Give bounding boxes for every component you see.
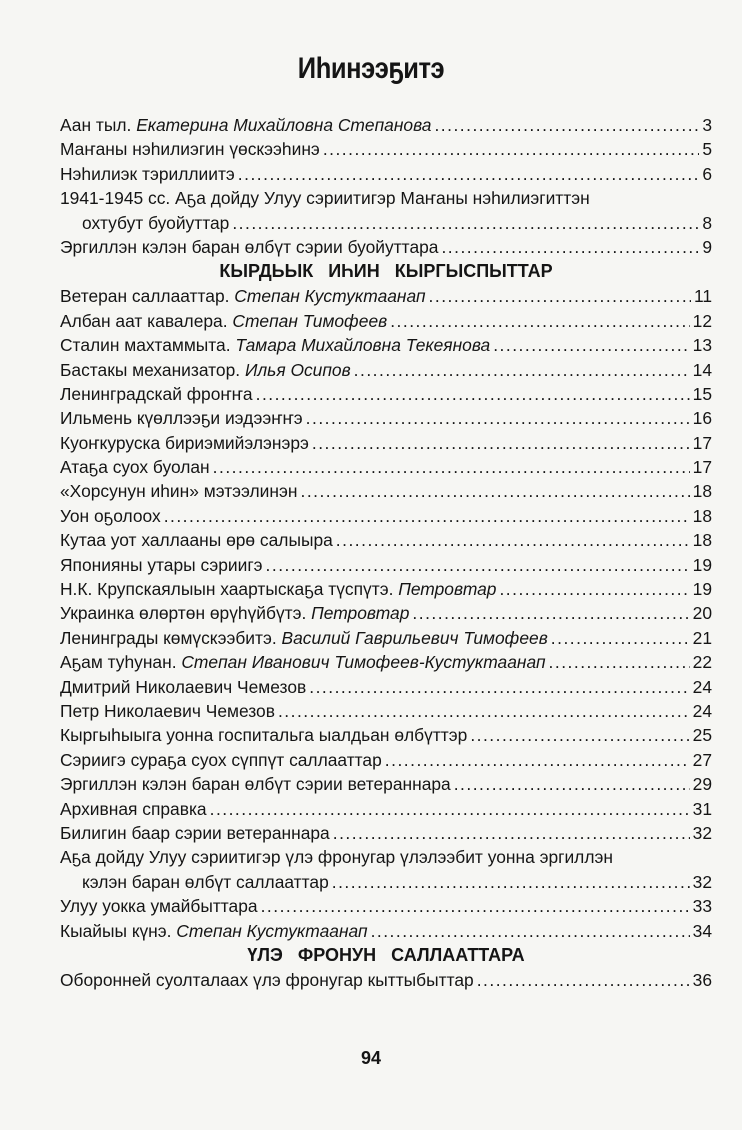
entry-text: Сэриигэ сураҕа суох сүппүт саллааттар	[60, 749, 382, 770]
entry-page: 17	[692, 457, 712, 478]
entry-title	[60, 650, 546, 674]
entry-title	[60, 137, 320, 161]
entry-page: 8	[702, 212, 712, 233]
toc-entry	[60, 162, 712, 186]
entry-page: 11	[693, 286, 712, 307]
toc-entry	[60, 748, 712, 772]
dot-leader	[210, 797, 690, 821]
entry-author: Тамара Михайловна Текеянова	[235, 335, 491, 356]
dot-leader	[390, 309, 689, 333]
toc-entry	[60, 968, 712, 992]
entry-title	[60, 528, 333, 552]
entry-text: Украинка өлөртөн өрүһүйбүтэ.	[60, 603, 312, 624]
page-title: Иһинээҕитэ	[297, 52, 445, 85]
entry-page: 14	[692, 359, 712, 380]
toc-entry	[60, 382, 712, 406]
dot-leader	[441, 235, 699, 259]
dot-leader	[551, 626, 690, 650]
toc-entry	[60, 358, 712, 382]
entry-author: Петровтар	[311, 603, 410, 624]
entry-page: 33	[692, 896, 712, 917]
entry-author: Степан Тимофеев	[232, 310, 388, 331]
entry-author: Екатерина Михайловна Степанова	[136, 115, 432, 135]
entry-text: Петр Николаевич Чемезов	[60, 700, 275, 721]
toc-entry	[60, 504, 712, 528]
dot-leader	[549, 650, 690, 674]
entry-page: 19	[692, 554, 712, 575]
entry-page: 18	[692, 481, 712, 502]
entry-title	[60, 431, 309, 455]
entry-title	[60, 894, 258, 918]
toc-entry	[60, 113, 712, 137]
entry-text: 1941-1945 сс. Аҕа дойду Улуу сэриитигэр Маҥаны нэһилиэгиттэн	[60, 188, 590, 209]
entry-text: Куоҥкуруска бириэмийэлэнэрэ	[60, 432, 309, 453]
dot-leader	[312, 431, 690, 455]
entry-page: 16	[692, 408, 712, 429]
entry-title	[60, 455, 210, 479]
toc-entry	[60, 821, 712, 845]
entry-title	[60, 845, 613, 869]
dot-leader	[256, 382, 690, 406]
entry-text: «Хорсунун иһин» мэтээлинэн	[60, 481, 298, 502]
entry-text-continued: охтубут буойуттар	[82, 212, 230, 233]
entry-author: Василий Гаврильевич Тимофеев	[281, 627, 548, 648]
dot-leader	[332, 870, 690, 894]
entry-title	[60, 553, 263, 577]
entry-text: Ильмень күөллээҕи иэдээҥҥэ	[60, 408, 303, 429]
entry-title	[60, 333, 490, 357]
entry-page: 18	[692, 530, 712, 551]
toc-entry	[60, 601, 712, 625]
dot-leader	[213, 455, 690, 479]
dot-leader	[336, 528, 690, 552]
toc-entry	[60, 772, 712, 796]
entry-text: Уон оҕолоох	[60, 505, 161, 526]
dot-leader	[323, 137, 700, 161]
entry-title	[60, 162, 235, 186]
entry-text: Японияны утары сэриигэ	[60, 554, 263, 575]
entry-title	[60, 821, 330, 845]
entry-author: Степан Кустуктаанап	[234, 286, 426, 307]
entry-title	[60, 772, 451, 796]
entry-title	[60, 577, 496, 601]
dot-leader	[300, 479, 689, 503]
entry-page: 19	[692, 579, 712, 600]
entry-title	[60, 406, 303, 430]
entry-title	[60, 382, 253, 406]
entry-page: 32	[692, 822, 712, 843]
dot-leader	[371, 919, 690, 943]
entry-text: Сталин махтаммыта.	[60, 335, 236, 356]
entry-text: Билигин баар сэрии ветераннара	[60, 822, 330, 843]
entry-page: 22	[692, 652, 712, 673]
toc-entry	[60, 479, 712, 503]
entry-page: 15	[692, 383, 712, 404]
entry-title	[60, 919, 368, 943]
entry-title	[60, 479, 297, 503]
dot-leader	[232, 211, 699, 235]
entry-title	[60, 626, 548, 650]
entry-page: 12	[692, 310, 712, 331]
toc-entry-continuation	[60, 870, 712, 894]
entry-title	[60, 504, 161, 528]
dot-leader	[470, 723, 689, 747]
dot-leader	[434, 113, 699, 137]
entry-text: Ленинградскай фроҥҥа	[60, 383, 253, 404]
entry-page: 27	[692, 749, 712, 770]
entry-page: 24	[692, 676, 712, 697]
toc-entry	[60, 528, 712, 552]
entry-text: Кыргыһыыга уонна госпитальга ыалдьан өлбүттэр	[60, 725, 468, 746]
entry-title	[60, 235, 438, 259]
dot-leader	[306, 406, 690, 430]
entry-text: Кыайыы күнэ.	[60, 920, 177, 941]
entry-title	[60, 748, 382, 772]
dot-leader	[429, 284, 691, 308]
entry-author: Степан Иванович Тимофеев-Кустуктаанап	[181, 652, 546, 673]
entry-page: 9	[702, 236, 712, 257]
dot-leader	[454, 772, 690, 796]
dot-leader	[354, 358, 690, 382]
dot-leader	[238, 162, 700, 186]
dot-leader	[493, 333, 689, 357]
section-heading: КЫРДЬЫК ИҺИН КЫРГЫСПЫТТАР	[219, 261, 553, 282]
entry-text: Бастакы механизатор.	[60, 359, 245, 380]
entry-page: 25	[692, 725, 712, 746]
entry-page: 24	[692, 700, 712, 721]
toc-entry	[60, 406, 712, 430]
entry-text: Эргиллэн кэлэн баран өлбүт сэрии ветераннара	[60, 774, 451, 795]
entry-text: Кутаа уот халлааны өрө салыыра	[60, 530, 333, 551]
entry-title	[60, 675, 306, 699]
entry-text: Ветеран саллааттар.	[60, 286, 235, 307]
entry-author: Петровтар	[398, 579, 497, 600]
entry-text: Аан тыл.	[60, 115, 137, 135]
dot-leader	[164, 504, 690, 528]
dot-leader	[412, 601, 689, 625]
dot-leader	[278, 699, 690, 723]
entry-title	[60, 309, 387, 333]
entry-title	[60, 797, 207, 821]
dot-leader	[499, 577, 689, 601]
toc-entry	[60, 284, 712, 308]
entry-text: Албан аат кавалера.	[60, 310, 233, 331]
entry-text-continued: кэлэн баран өлбүт саллааттар	[82, 871, 329, 892]
toc-entry	[60, 675, 712, 699]
dot-leader	[385, 748, 690, 772]
toc-entry	[60, 626, 712, 650]
entry-page: 6	[702, 163, 712, 184]
entry-page: 32	[692, 871, 712, 892]
entry-page: 20	[692, 603, 712, 624]
dot-leader	[477, 968, 690, 992]
entry-page: 13	[692, 335, 712, 356]
toc-entry	[60, 333, 712, 357]
table-of-contents	[60, 113, 712, 992]
entry-title	[60, 723, 467, 747]
toc-entry	[60, 919, 712, 943]
entry-author: Илья Осипов	[244, 359, 351, 380]
dot-leader	[266, 553, 690, 577]
entry-page: 31	[692, 798, 712, 819]
entry-title	[60, 601, 409, 625]
toc-entry	[60, 235, 712, 259]
entry-page: 21	[692, 627, 712, 648]
toc-entry	[60, 455, 712, 479]
entry-text: Ленинграды көмүскээбитэ.	[60, 627, 282, 648]
entry-title	[60, 968, 474, 992]
toc-entry	[60, 186, 712, 210]
entry-title	[60, 186, 590, 210]
section-heading: ҮЛЭ ФРОНУН САЛЛААТТАРА	[247, 944, 525, 965]
page-number: 94	[360, 1048, 382, 1068]
toc-entry	[60, 894, 712, 918]
entry-text: Оборонней суолталаах үлэ фронугар кыттыбыттар	[60, 969, 474, 990]
entry-title	[60, 113, 431, 137]
toc-entry	[60, 650, 712, 674]
entry-page: 36	[692, 969, 712, 990]
entry-author: Степан Кустуктаанап	[176, 920, 368, 941]
dot-leader	[333, 821, 690, 845]
entry-text: Аҕа дойду Улуу сэриитигэр үлэ фронугар үлэлээбит уонна эргиллэн	[60, 847, 613, 868]
toc-entry	[60, 309, 712, 333]
toc-entry	[60, 553, 712, 577]
entry-page: 5	[702, 139, 712, 160]
toc-entry	[60, 723, 712, 747]
entry-text: Маҥаны нэһилиэгин үөскээһинэ	[60, 139, 320, 160]
entry-text: Дмитрий Николаевич Чемезов	[60, 676, 307, 697]
entry-title	[60, 284, 426, 308]
entry-page: 17	[692, 432, 712, 453]
entry-page: 34	[692, 920, 712, 941]
entry-text: Архивная справка	[60, 798, 207, 819]
dot-leader	[309, 675, 689, 699]
entry-page: 18	[692, 505, 712, 526]
entry-title	[60, 699, 275, 723]
toc-entry	[60, 845, 712, 869]
entry-text: Атаҕа суох буолан	[60, 457, 210, 478]
entry-text: Н.К. Крупскаялыын хаартыскаҕа түспүтэ.	[60, 579, 399, 600]
toc-entry	[60, 137, 712, 161]
toc-entry	[60, 431, 712, 455]
toc-entry-continuation	[60, 211, 712, 235]
toc-entry	[60, 699, 712, 723]
entry-title	[60, 358, 351, 382]
entry-page: 3	[702, 115, 712, 135]
toc-entry	[60, 797, 712, 821]
entry-text: Нэһилиэк тэриллиитэ	[60, 163, 235, 184]
entry-page: 29	[692, 774, 712, 795]
entry-text: Аҕам туһунан.	[60, 652, 182, 673]
dot-leader	[261, 894, 690, 918]
entry-text: Эргиллэн кэлэн баран өлбүт сэрии буойуттара	[60, 236, 439, 257]
entry-text: Улуу уокка умайбыттара	[60, 896, 258, 917]
toc-entry	[60, 577, 712, 601]
